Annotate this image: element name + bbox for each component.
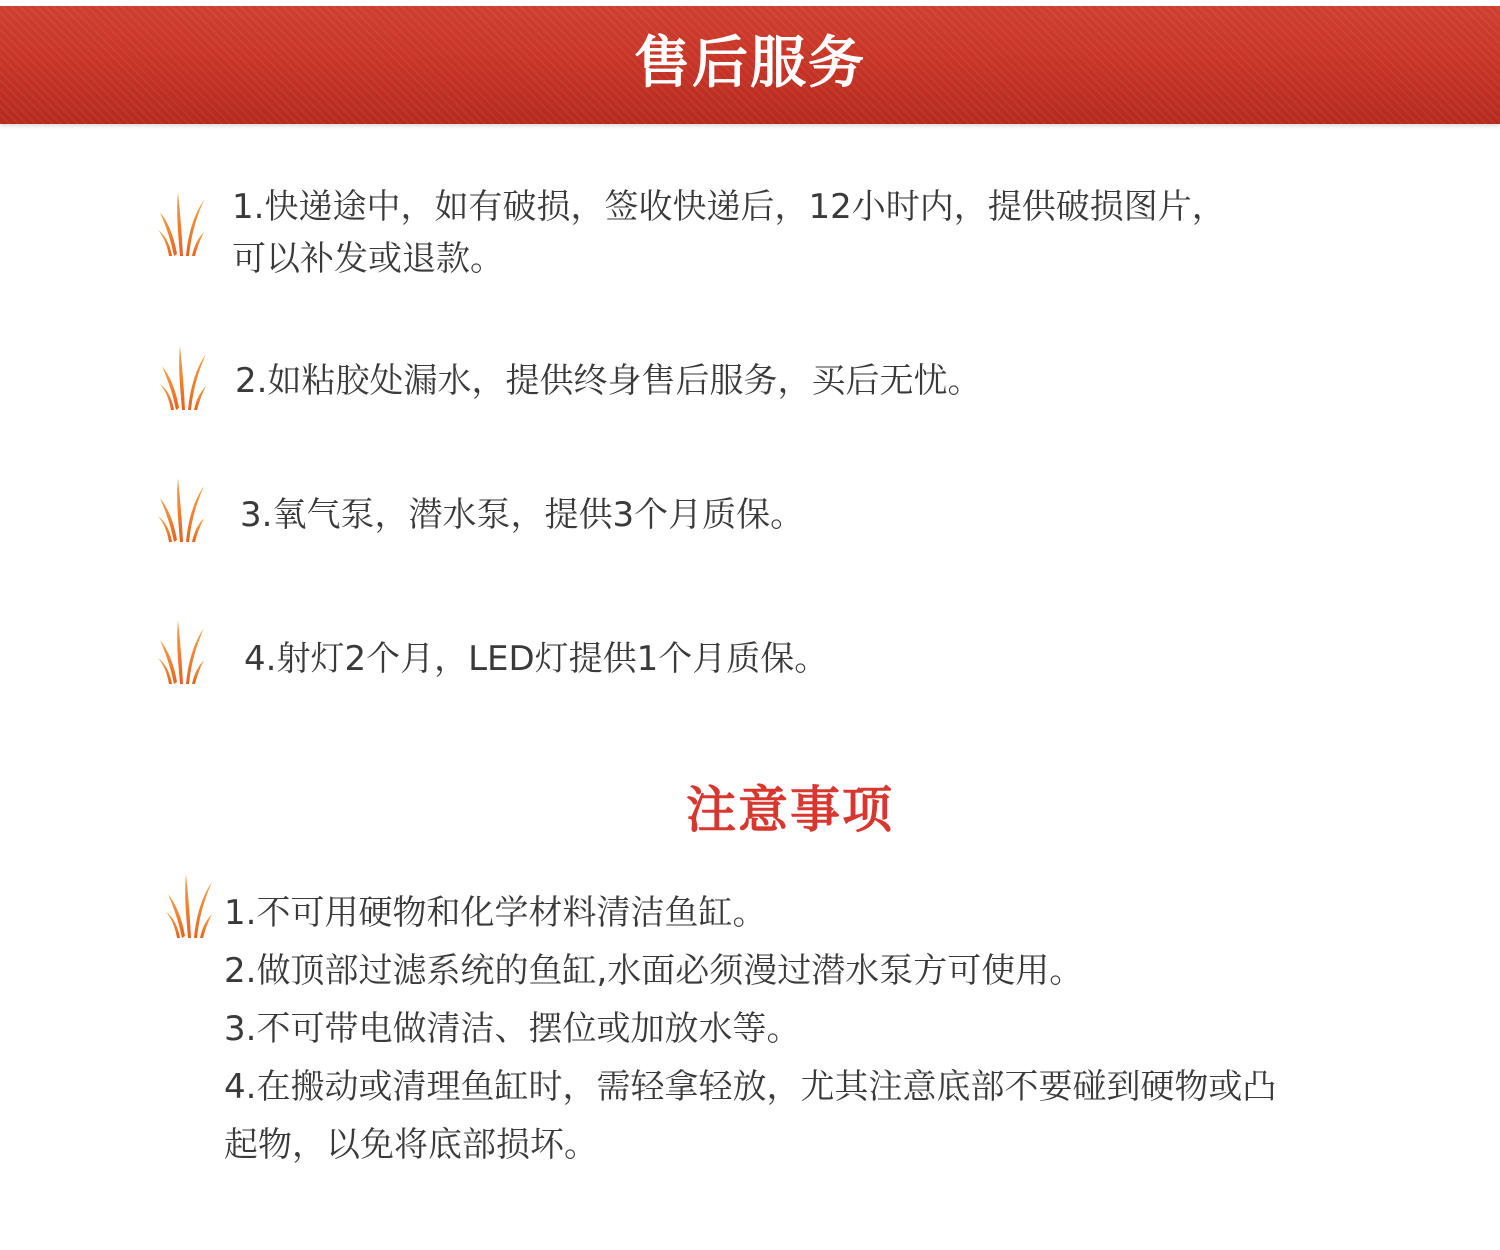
service-item-4: 4.射灯2个月，LED灯提供1个月质保。: [244, 639, 829, 679]
banner-title: 售后服务: [634, 31, 866, 96]
grass-icon: [158, 616, 206, 686]
service-item-1-line2: 可以补发或退款。: [232, 239, 504, 279]
service-item-1-line1: 1.快递途中，如有破损，签收快递后，12小时内，提供破损图片，: [232, 187, 1226, 227]
notice-line-4: 4.在搬动或清理鱼缸时，需轻拿轻放，尤其注意底部不要碰到硬物或凸: [224, 1067, 1277, 1107]
service-item-2: 2.如粘胶处漏水，提供终身售后服务，买后无忧。: [235, 361, 982, 401]
header-banner: [0, 6, 1500, 124]
notice-title: 注意事项: [686, 781, 894, 839]
notice-line-1: 1.不可用硬物和化学材料清洁鱼缸。: [224, 893, 767, 933]
grass-icon: [160, 342, 208, 412]
notice-line-2: 2.做顶部过滤系统的鱼缸,水面必须漫过潜水泵方可使用。: [224, 951, 1084, 991]
grass-icon: [166, 870, 214, 940]
grass-icon: [158, 188, 206, 258]
notice-line-5: 起物，以免将底部损坏。: [224, 1125, 598, 1165]
service-item-3: 3.氧气泵，潜水泵，提供3个月质保。: [240, 495, 805, 535]
grass-icon: [158, 474, 206, 544]
notice-line-3: 3.不可带电做清洁、摆位或加放水等。: [224, 1009, 801, 1049]
